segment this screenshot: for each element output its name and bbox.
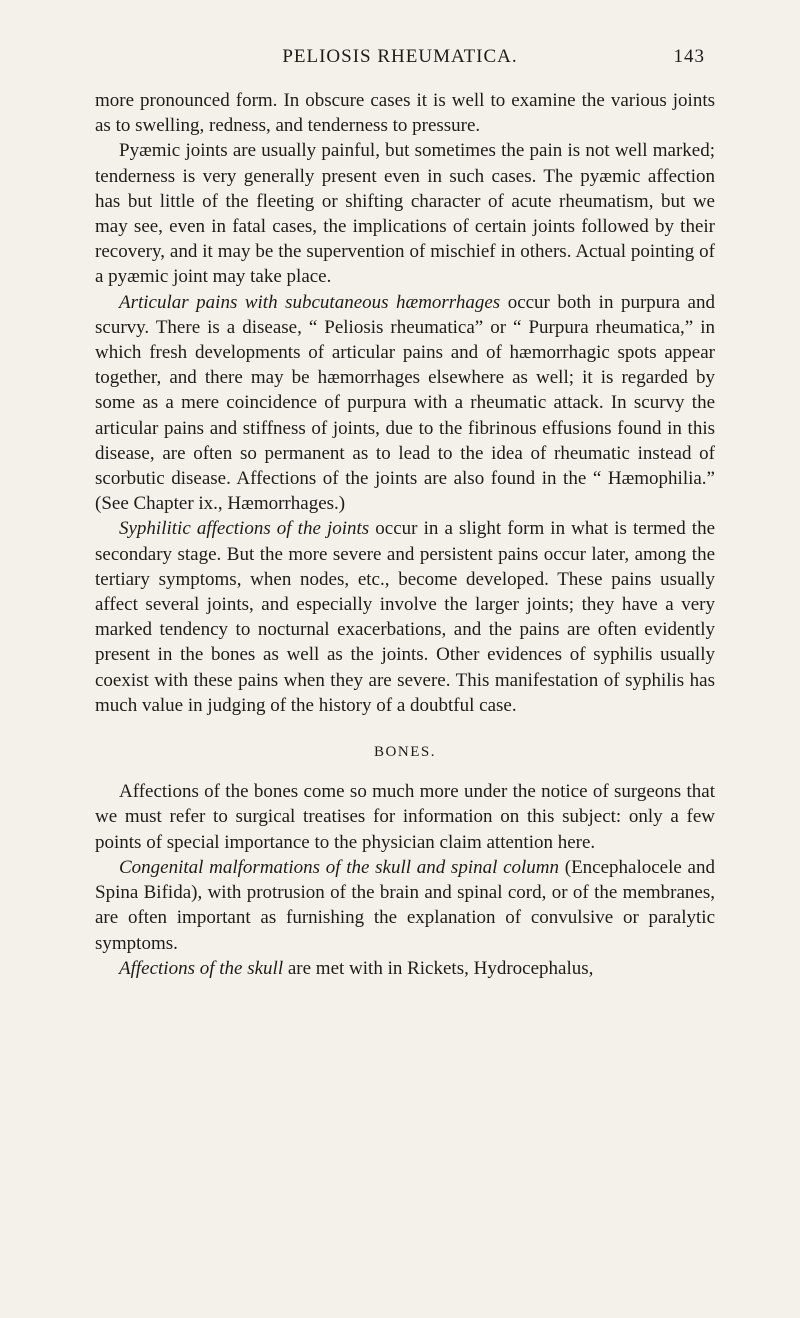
paragraph-text: occur both in purpura and scurvy. There is a disease, “ Peliosis rheumatica” or “ Purpura rheumatica,” in which fresh developments of articular pains and of hæmorrhagic spots appear together, and there may be hæmorrhages elsewhere as well; it is regarded by some as a mere coincidence of purpura with a rheumatic attack. In scurvy the articular pains and stiffness of joints, due to the fibrinous effusions found in this disease, are often so permanent as to lead to the idea of rheumatic instead of scorbutic disease. Affections of the joints are also found in the “ Hæmophilia.” (See Chapter ix., Hæmorrhages.) — [95, 291, 715, 515]
paragraph-text: Pyæmic joints are usually painful, but sometimes the pain is not well marked; tenderness is very generally present even in such cases. The pyæmic affection has but little of the fleeting or shifting character of acute rheumatism, but we may see, even in fatal cases, the implications of certain joints followed by their recovery, and it may be the supervention of mischief in others. Actual pointing of a pyæmic joint may take place. — [95, 140, 715, 288]
paragraph-text: more pronounced form. In obscure cases it is well to examine the various joints as to swelling, redness, and tenderness to pressure. — [95, 90, 715, 137]
paragraph-skull-affections — [95, 956, 715, 981]
running-header — [0, 46, 800, 76]
paragraph-pyaemic-joints — [95, 138, 715, 289]
paragraph-syphilitic-affections — [95, 516, 715, 718]
italic-lead: Affections of the skull — [119, 957, 284, 979]
running-title: PELIOSIS RHEUMATICA. — [282, 46, 518, 67]
paragraph-articular-pains — [95, 290, 715, 517]
paragraph-congenital-malformations — [95, 855, 715, 956]
paragraph-text: (Encephalocele and Spina Bifida), with protrusion of the brain and spinal cord, or of the membranes, are often important as furnishing the explanation of convulsive or paralytic symptoms. — [95, 856, 715, 954]
page-number: 143 — [673, 46, 705, 67]
italic-lead: Congenital malformations of the skull and spinal column — [119, 856, 560, 878]
section-heading: BONES. — [374, 744, 436, 761]
paragraph-bones-intro — [95, 779, 715, 855]
paragraph-text: occur in a slight form in what is termed the secondary stage. But the more severe and persistent pains occur later, among the tertiary symptoms, when nodes, etc., become developed. These pains usually affect several joints, and especially involve the larger joints; they have a very marked tendency to nocturnal exacerbations, and the pains are often evidently present in the bones as well as the joints. Other evidences of syphilis usually coexist with these pains when they are severe. This manifestation of syphilis has much value in judging of the history of a doubtful case. — [95, 518, 716, 716]
paragraph-text: Affections of the bones come so much more under the notice of surgeons that we must refer to surgical treatises for information on this subject: only a few points of special importance to the physician claim attention here. — [95, 781, 715, 853]
italic-lead: Articular pains with subcutaneous hæmorrhages — [119, 291, 501, 313]
paragraph-text: are met with in Rickets, Hydrocephalus, — [283, 957, 594, 979]
paragraph-continuation — [95, 88, 715, 138]
italic-lead: Syphilitic affections of the joints — [119, 518, 370, 540]
body-text — [95, 88, 715, 981]
